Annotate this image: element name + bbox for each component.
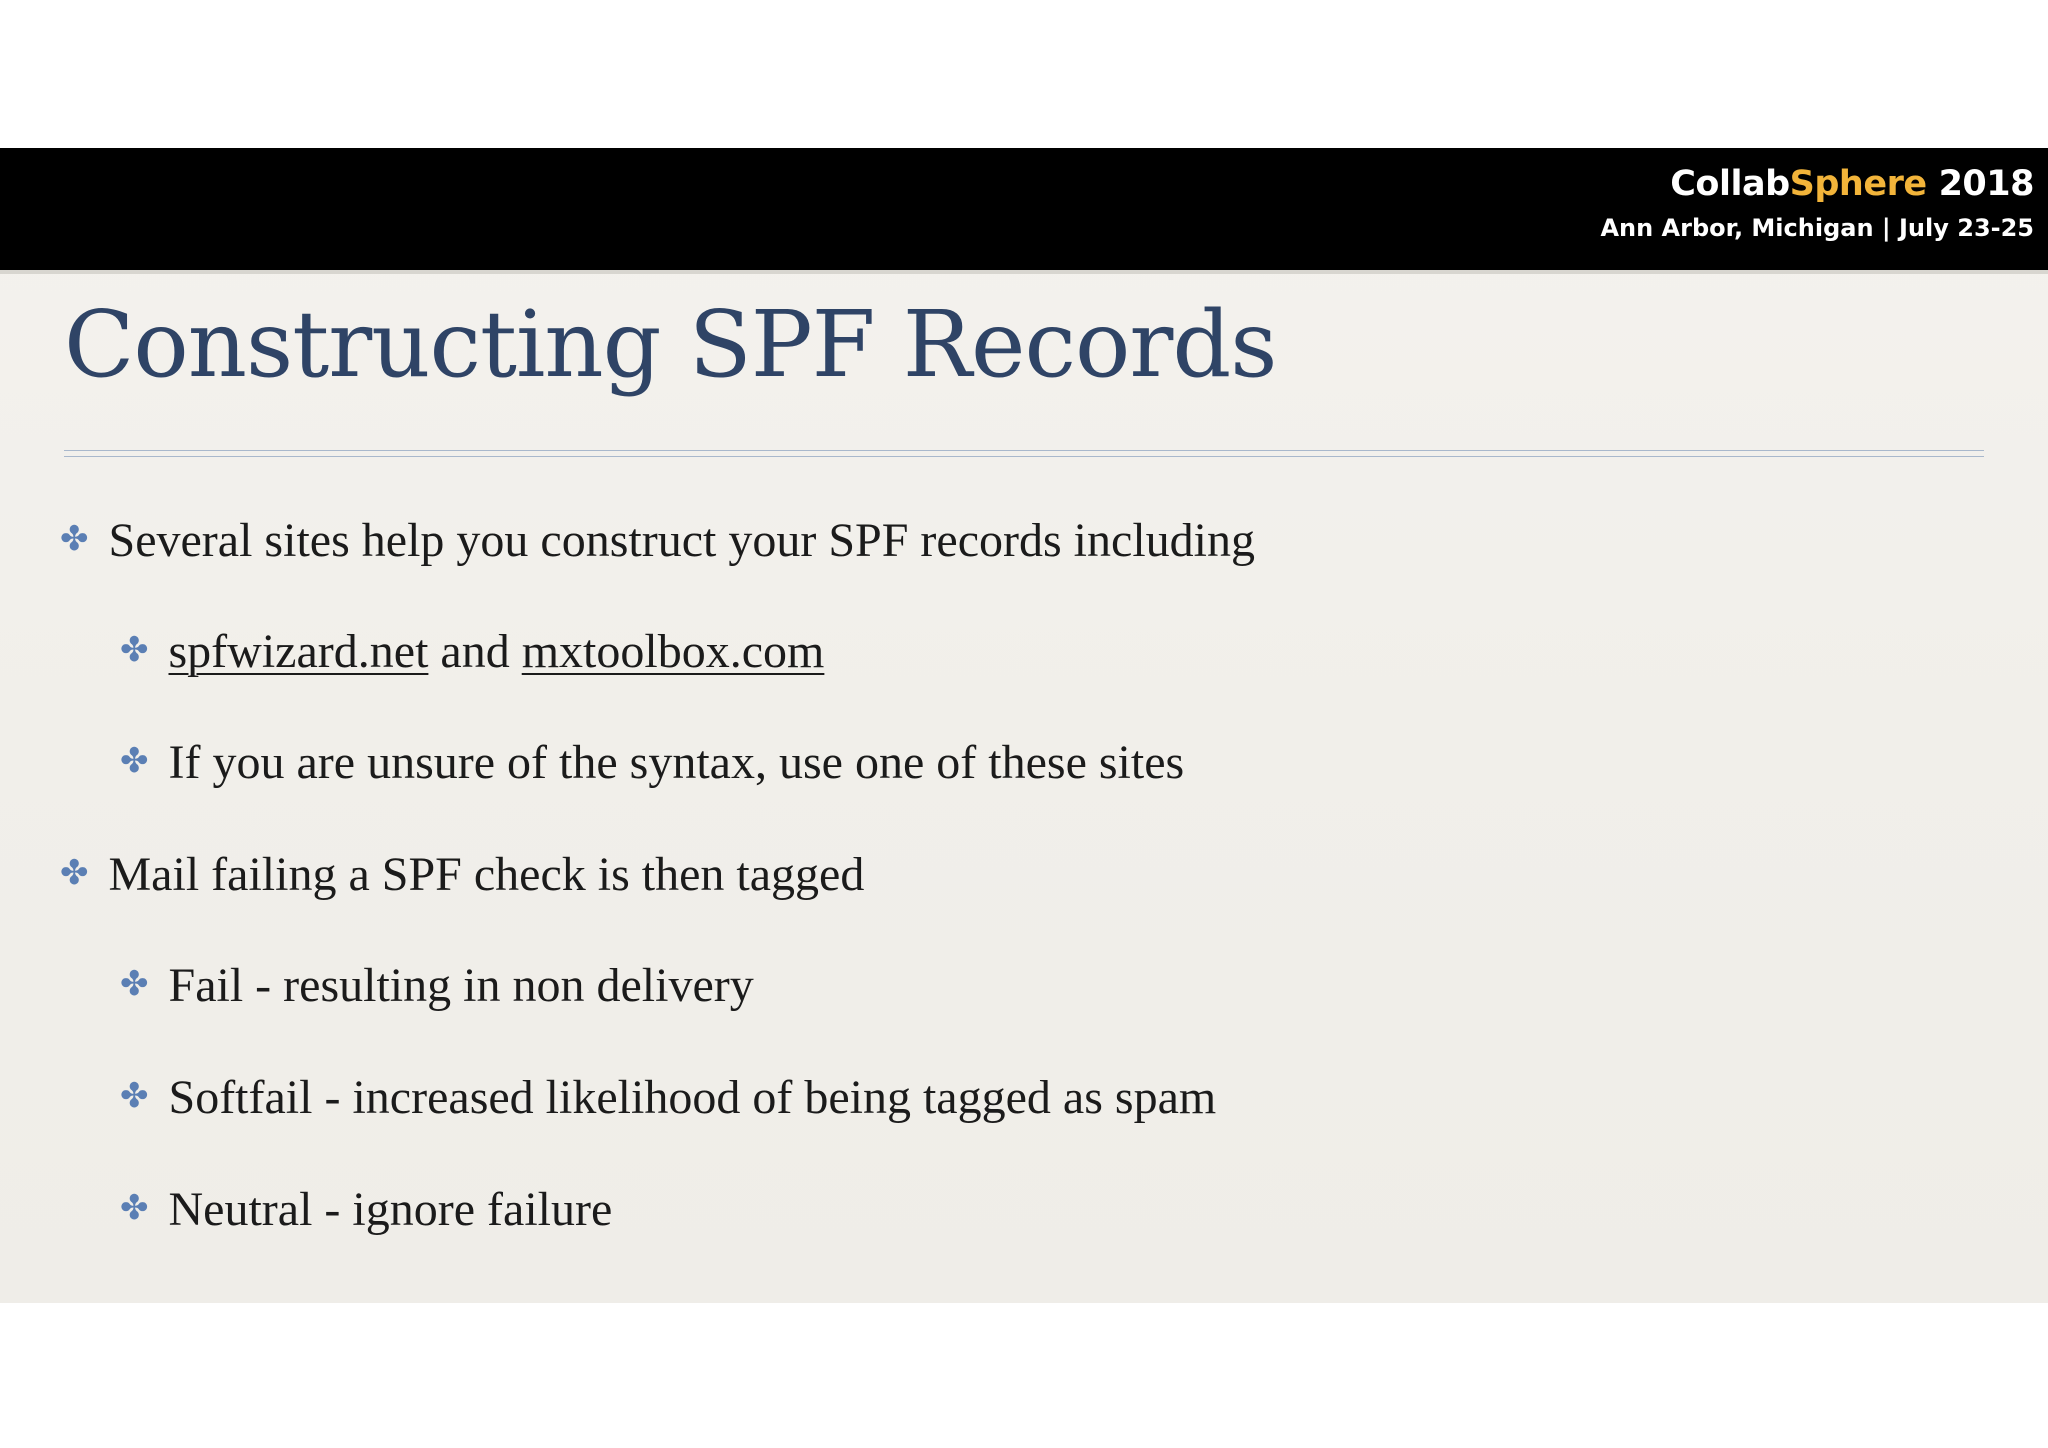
bullet-item-3 (120, 732, 1184, 793)
brand-logo (1600, 162, 2034, 206)
bullet-text: Mail failing a SPF check is then tagged (108, 848, 865, 901)
event-location-date: Ann Arbor, Michigan | July 23-25 (1600, 214, 2034, 242)
bullet-marker-icon: ✤ (120, 743, 149, 780)
bullet-item-1 (60, 510, 1255, 571)
mxtoolbox-link[interactable]: mxtoolbox.com (521, 625, 825, 678)
header-divider (0, 270, 2048, 274)
title-rule (64, 450, 1984, 457)
bullet-joiner-text: and (428, 625, 522, 678)
bullet-text: Neutral - ignore failure (168, 1183, 613, 1236)
bullet-marker-icon: ✤ (120, 1078, 149, 1115)
bullet-item-7 (120, 1179, 612, 1240)
bullet-marker-icon: ✤ (120, 966, 149, 1003)
spfwizard-link[interactable]: spfwizard.net (168, 625, 429, 678)
bullet-item-4 (60, 844, 864, 905)
bullet-marker-icon: ✤ (60, 521, 89, 558)
brand-name-part1: Collab (1670, 164, 1790, 204)
bullet-marker-icon: ✤ (120, 632, 149, 669)
conference-brand (1600, 162, 2034, 248)
slide (0, 148, 2048, 1303)
bullet-marker-icon: ✤ (120, 1190, 149, 1227)
bullet-text: Softfail - increased likelihood of being tagged as spam (168, 1071, 1217, 1124)
brand-name-part2: Sphere (1789, 164, 1927, 204)
bullet-marker-icon: ✤ (60, 855, 89, 892)
slide-title: Constructing SPF Records (64, 291, 1277, 398)
bullet-text: If you are unsure of the syntax, use one of these sites (168, 736, 1185, 789)
bullet-item-5 (120, 955, 754, 1016)
bullet-text: Several sites help you construct your SPF records including (108, 514, 1255, 567)
brand-year: 2018 (1938, 164, 2034, 204)
header-banner (0, 148, 2048, 270)
bullet-item-2 (120, 621, 824, 682)
bullet-text: Fail - resulting in non delivery (168, 959, 754, 1012)
bullet-item-6 (120, 1067, 1216, 1128)
